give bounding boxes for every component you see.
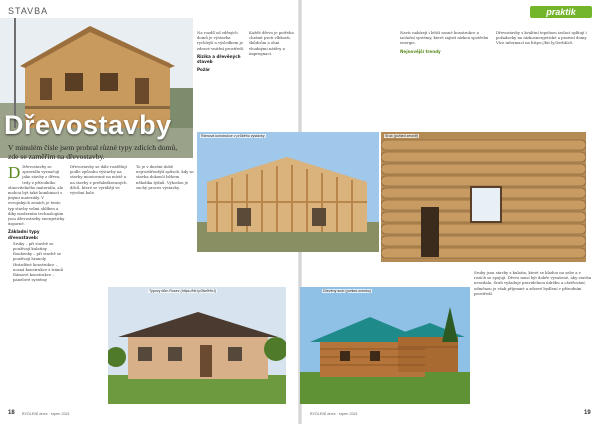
caption-house: Typový dům Rosev (https://bit.ly/3fw9HhJ) (149, 289, 217, 293)
log-interior-image (381, 132, 586, 262)
list-item: • Hrázděné konstrukce – nosná konstrukce z trámů (13, 262, 65, 272)
text-column-4 (197, 30, 247, 130)
lead-line: zde se zaměřím na dřevostavby. (8, 152, 105, 161)
risks-heading: Rizika a dřevěných staveb (197, 53, 241, 65)
fire-subheading: Požár (197, 67, 210, 73)
page-number-right: 19 (584, 410, 591, 416)
caption-frame: Rámová konstrukce v průběhu výstavby (201, 134, 265, 138)
paragraph: Dřevostavby s kvalitní tepelnou izolací splňují i požadavky na nízkoenergetické a pasivní domy. Více informací na https://bit.ly/3erhKs8. (496, 30, 588, 46)
text-column-5 (249, 30, 297, 130)
text-column-2 (70, 164, 130, 256)
types-heading: Základní typy dřevostaveb: (8, 229, 40, 240)
list-item: • Rámové konstrukce – panelové systémy (13, 272, 65, 282)
paragraph: Na rozdíl od zděných domů je výstavba rychlejší a výsledkem je zdravé vnitřní prostředí. (197, 30, 245, 51)
list-item: • Sruby – při stavbě se používají kulatiny (13, 241, 65, 251)
text-column-6 (400, 30, 492, 130)
caption-log: Srub (pohled zevnitř) (385, 134, 419, 138)
article-title: Dřevostavby (4, 110, 172, 140)
types-list (8, 241, 65, 283)
photo-frame-construction (197, 132, 379, 252)
typical-house-image (108, 287, 286, 404)
frame-construction-image (197, 132, 379, 252)
text-column-8 (474, 270, 592, 408)
drop-cap: D (8, 164, 21, 182)
intro-paragraph: Dřevostavby se zpravidla vyznačují jako stavby z dřeva, tedy z přírodního obnovitelného materiálu, ale mohou být také kombinací s jinými materiály. V evropských zemích je tento typ stavby velmi oblíben a díky moderním technologiím jsou dřevostavby energeticky úsporné. (8, 164, 65, 227)
page-number-left: 18 (8, 410, 15, 416)
paragraph: Každé dřevo je potřeba chránit proti vlhkosti, škůdcům a ohni vhodnými nátěry a impregnací. (249, 30, 294, 56)
lead-line: V minulém čísle jsem probral různé typy zdících domů, (8, 143, 178, 152)
text-column-1 (8, 164, 65, 409)
brand-badge (530, 6, 592, 18)
footer-left: BYDLENÍ dnes · srpen 2021 (22, 412, 70, 416)
paragraph: To je v dnešní době nejrozšířenější způsob, kdy se stavba dokončí během několika týdnů. Výhodou je suchý proces výstavby. (136, 164, 194, 190)
paragraph: Dřevostavby se dále rozdělují podle způsobu výstavby na stavby montované na místě a na stavby z prefabrikovaných dílců, které se vyrábějí ve výrobní hale. (70, 164, 127, 196)
photo-typical-house (108, 287, 286, 404)
brand-label: praktik (546, 7, 576, 17)
photo-log-house (300, 287, 470, 404)
photo-log-interior (381, 132, 586, 262)
lead-text (8, 143, 198, 161)
text-column-3 (136, 164, 196, 256)
footer-right: BYDLENÍ dnes · srpen 2021 (310, 412, 358, 416)
trends-heading: Nejnovější trendy (400, 48, 441, 54)
section-label: STAVBA (8, 6, 49, 16)
text-column-7 (496, 30, 592, 130)
paragraph: Navíc nabízejí i lehčí nosné konstrukce a izolační systémy, které zajistí nízkou spotřebu energie. (400, 30, 489, 46)
caption-wood: Dřevěný srub (pohled zvenku) (323, 289, 371, 293)
list-item: • Roubenky – při stavbě se používají hranoly (13, 251, 65, 261)
log-house-image (300, 287, 470, 404)
paragraph: Sruby jsou stavby z kulatin, které se kladou na sebe a v rozích se spojují. Dřevo musí být dobře vysušené, aby stavba nesedala. Srub vyžaduje pravidelnou údržbu a ošetřování, odměnou je však příjemné a zdravé bydlení v přírodním prostředí. (474, 270, 592, 296)
